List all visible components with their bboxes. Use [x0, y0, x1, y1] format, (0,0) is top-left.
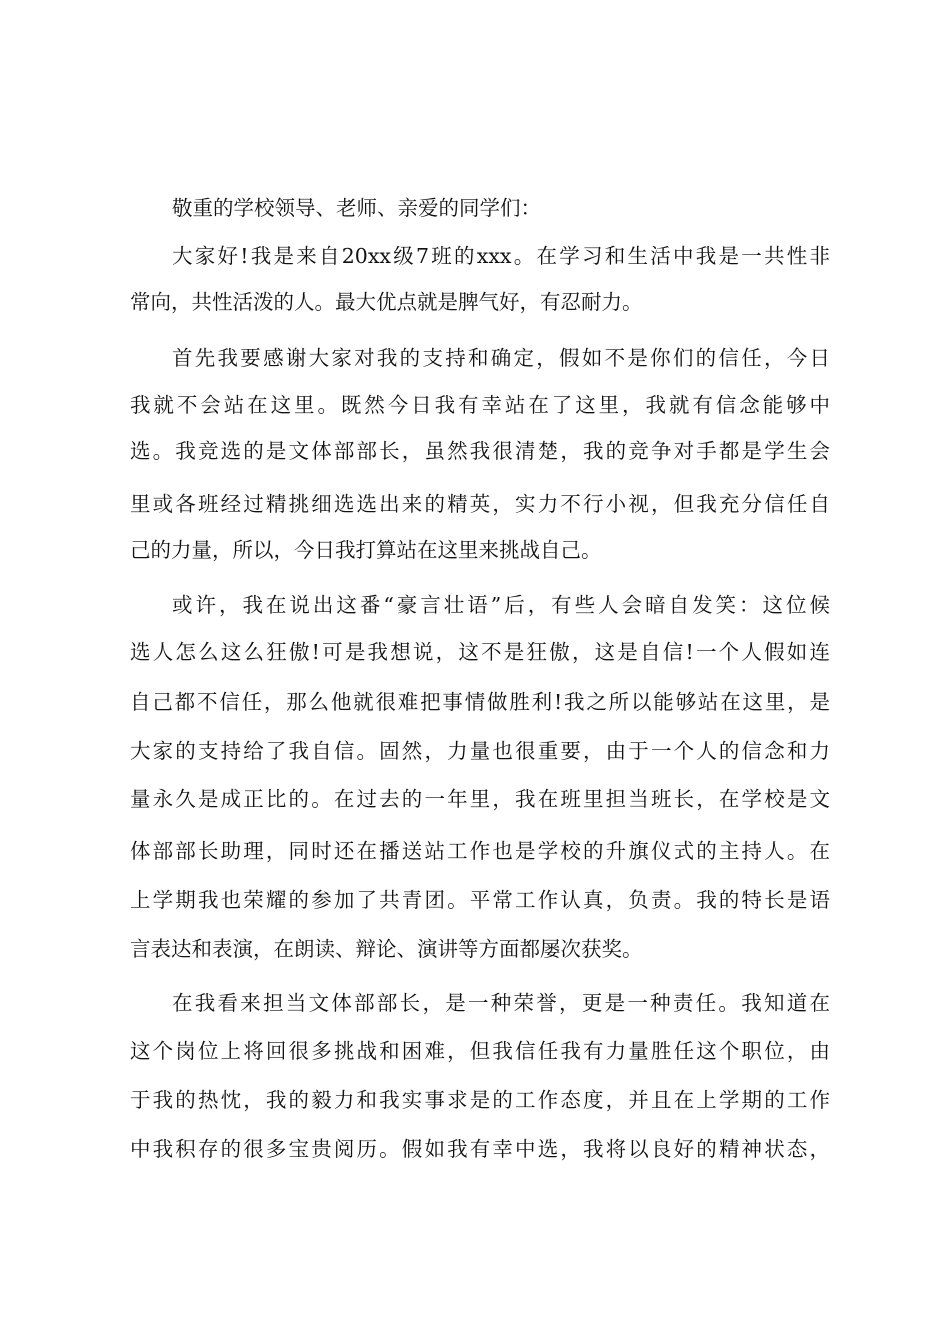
paragraph-3-line-2: 选人怎么这么狂傲!可是我想说，这不是狂傲，这是自信!一个人假如连: [130, 640, 830, 664]
paragraph-3-line-6: 体部部长助理，同时还在播送站工作也是学校的升旗仪式的主持人。在: [130, 839, 830, 863]
paragraph-4-line-1: 在我看来担当文体部部长，是一种荣誉，更是一种责任。我知道在: [172, 991, 830, 1015]
paragraph-2-line-5: 己的力量，所以，今日我打算站在这里来挑战自己。: [130, 538, 602, 562]
paragraph-3-line-3: 自己都不信任，那么他就很难把事情做胜利!我之所以能够站在这里，是: [130, 690, 830, 714]
paragraph-1-line-1: 大家好!我是来自20xx级7班的xxx。在学习和生活中我是一共性非: [172, 244, 830, 268]
paragraph-3-line-7: 上学期我也荣耀的参加了共青团。平常工作认真，负责。我的特长是语: [130, 888, 830, 912]
paragraph-4-line-4: 中我积存的很多宝贵阅历。假如我有幸中选，我将以良好的精神状态，: [130, 1137, 830, 1161]
paragraph-3-line-8: 言表达和表演，在朗读、辩论、演讲等方面都屡次获奖。: [130, 937, 643, 961]
salutation: 敬重的学校领导、老师、亲爱的同学们：: [172, 196, 541, 220]
paragraph-3-line-4: 大家的支持给了我自信。固然，力量也很重要，由于一个人的信念和力: [130, 739, 830, 763]
paragraph-4-line-3: 于我的热忱，我的毅力和我实事求是的工作态度，并且在上学期的工作: [130, 1088, 830, 1112]
paragraph-2-line-2: 我就不会站在这里。既然今日我有幸站在了这里，我就有信念能够中: [130, 393, 830, 417]
paragraph-2-line-1: 首先我要感谢大家对我的支持和确定，假如不是你们的信任，今日: [172, 346, 830, 370]
paragraph-3-line-1: 或许，我在说出这番“豪言壮语”后，有些人会暗自发笑：这位候: [172, 593, 830, 617]
paragraph-4-line-2: 这个岗位上将回很多挑战和困难，但我信任我有力量胜任这个职位，由: [130, 1039, 830, 1063]
paragraph-2-line-4: 里或各班经过精挑细选选出来的精英，实力不行小视，但我充分信任自: [130, 492, 830, 516]
paragraph-3-line-5: 量永久是成正比的。在过去的一年里，我在班里担当班长，在学校是文: [130, 787, 830, 811]
paragraph-1-line-2: 常向，共性活泼的人。最大优点就是脾气好，有忍耐力。: [130, 290, 643, 314]
paragraph-2-line-3: 选。我竞选的是文体部部长，虽然我很清楚，我的竞争对手都是学生会: [130, 439, 830, 463]
